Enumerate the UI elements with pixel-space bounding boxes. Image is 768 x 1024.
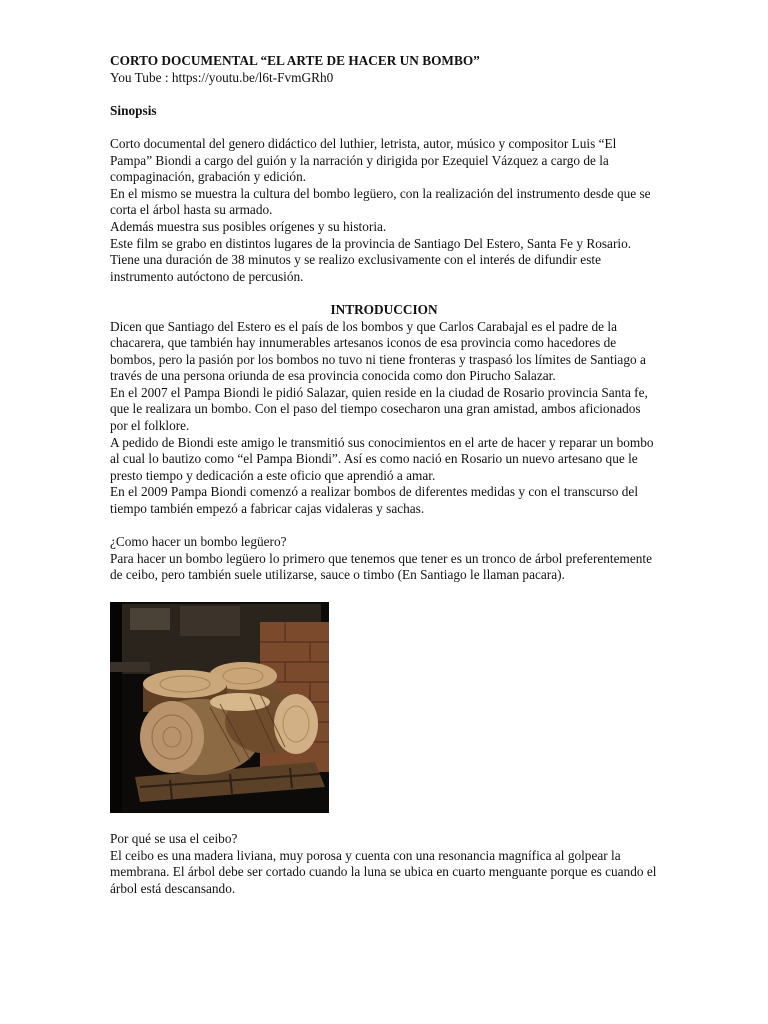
wood-logs-photo (110, 602, 329, 813)
question-how-to-make: ¿Como hacer un bombo legüero? (110, 534, 287, 550)
answer-how-to-make: Para hacer un bombo legüero lo primero que tenemos que tener es un tronco de árbol preferentemente de ceibo, pero también suele utilizarse, sauce o timbo (En Santiago le llaman pacara). (110, 550, 653, 583)
introduccion-paragraph: En el 2009 Pampa Biondi comenzó a realizar bombos de diferentes medidas y con el transcurso del tiempo también empezó a fabricar cajas vidaleras y sachas. (110, 484, 639, 517)
sinopsis-paragraph: Corto documental del genero didáctico del luthier, letrista, autor, músico y compositor Luis “El Pampa” Biondi a cargo del guión y la narración y dirigida por Ezequiel Vázquez a cargo de la compaginación, grabación y edición. (110, 135, 617, 185)
sinopsis-paragraph: Además muestra sus posibles orígenes y su historia. (110, 218, 387, 234)
youtube-link-line: You Tube : https://youtu.be/l6t-FvmGRh0 (110, 69, 334, 85)
sinopsis-paragraph: En el mismo se muestra la cultura del bombo legüero, con la realización del instrumento desde que se corta el árbol hasta su armado. (110, 185, 651, 218)
sinopsis-paragraph: Tiene una duración de 38 minutos y se realizo exclusivamente con el interés de difundir este instrumento autóctono de percusión. (110, 252, 601, 284)
spacer (110, 86, 658, 103)
introduccion-heading: INTRODUCCION (330, 301, 438, 317)
sinopsis-heading: Sinopsis (110, 102, 157, 118)
introduccion-paragraph: En el 2007 el Pampa Biondi le pidió Salazar, quien reside en la ciudad de Rosario provincia Santa fe, que le realizara un bombo. Con el paso del tiempo cosecharon una gran amistad, ambos aficionados por el folklore. (110, 384, 648, 434)
document-title: CORTO DOCUMENTAL “EL ARTE DE HACER UN BOMBO” (110, 53, 480, 68)
spacer (110, 119, 658, 136)
answer-why-ceibo: El ceibo es una madera liviana, muy porosa y cuenta con una resonancia magnífica al golpear la membrana. El árbol debe ser cortado cuando la luna se ubica en cuarto menguante porque es cuando el árbol está descansando. (110, 847, 657, 896)
document-page (110, 53, 658, 897)
introduccion-paragraph: A pedido de Biondi este amigo le transmitió sus conocimientos en el arte de hacer y reparar un bombo al cual lo bautizo como “el Pampa Biondi”. Así es como nació en Rosario un nuevo artesano que le presto tiempo y dedicación a este oficio que aprendió a amar. (110, 434, 654, 483)
sinopsis-paragraph: Este film se grabo en distintos lugares de la provincia de Santiago Del Estero, Santa Fe y Rosario. (110, 235, 632, 251)
spacer (110, 518, 658, 535)
spacer (110, 285, 658, 302)
introduccion-paragraph: Dicen que Santiago del Estero es el país de los bombos y que Carlos Carabajal es el padre de la chacarera, que también hay innumerables artesanos iconos de esa provincia como hacedores de bombos, pero la pasión por los bombos no tuvo ni tiene fronteras y traspasó los límites de Santiago a través de una persona oriunda de esa provincia conocida como don Pirucho Salazar. (110, 318, 646, 384)
question-why-ceibo: Por qué se usa el ceibo? (110, 831, 238, 846)
